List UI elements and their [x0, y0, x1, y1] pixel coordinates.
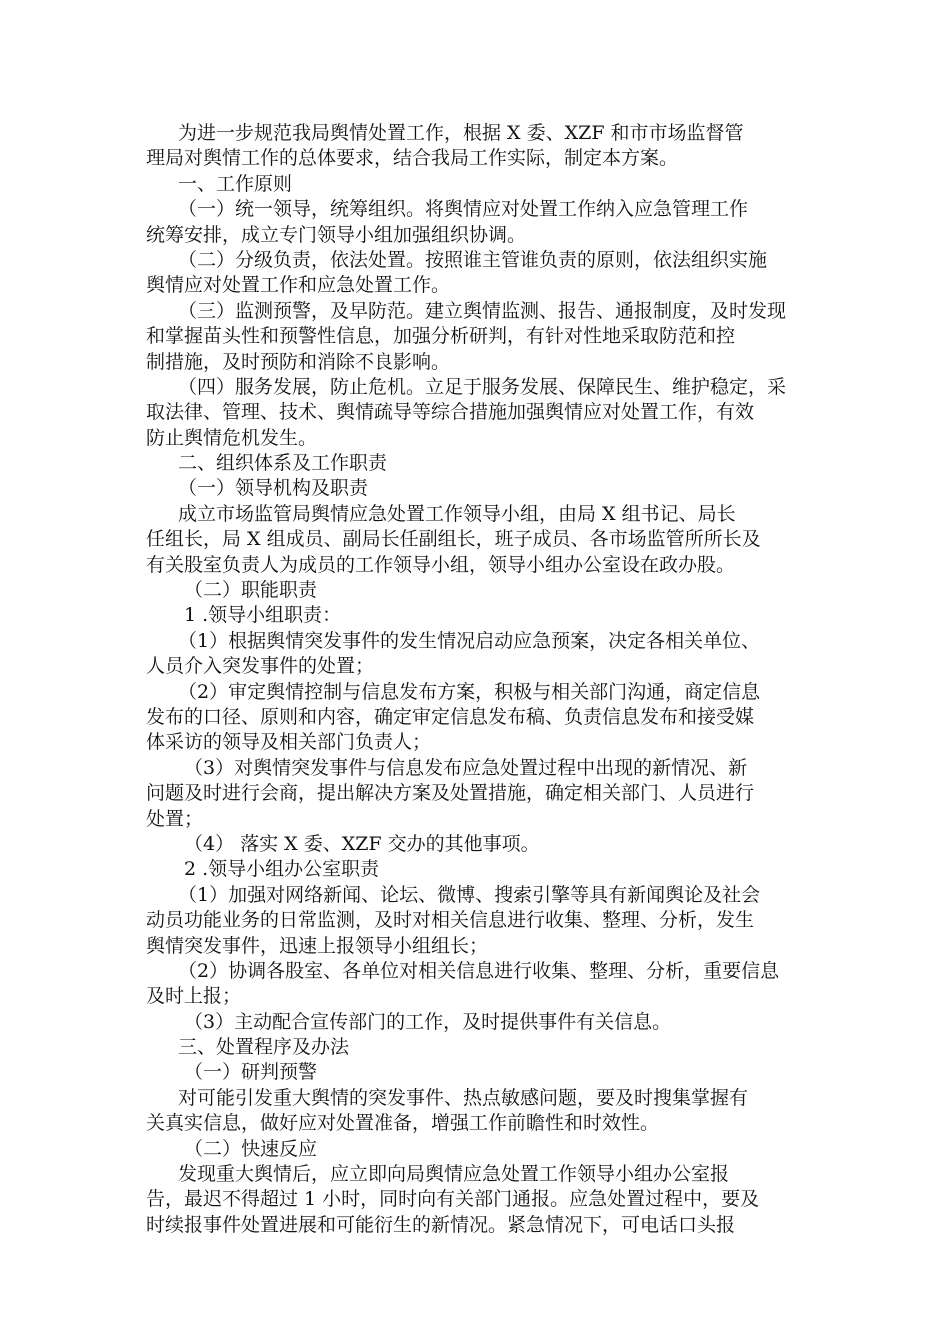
text-line: （2）审定舆情控制与信息发布方案，积极与相关部门沟通，商定信息 — [178, 680, 761, 703]
text-line: 关真实信息，做好应对处置准备，增强工作前瞻性和时效性。 — [146, 1112, 660, 1135]
text-line: （2）协调各股室、各单位对相关信息进行收集、整理、分析，重要信息 — [178, 959, 780, 982]
text-line: （二）分级负责，依法处置。按照谁主管谁负责的原则，依法组织实施 — [178, 248, 768, 271]
text-line: 取法律、管理、技术、舆情疏导等综合措施加强舆情应对处置工作，有效 — [146, 401, 755, 424]
text-line: 处置； — [146, 807, 204, 830]
text-line: （三）监测预警，及早防范。建立舆情监测、报告、通报制度，及时发现 — [178, 299, 787, 322]
text-line: （3）主动配合宣传部门的工作，及时提供事件有关信息。 — [184, 1010, 672, 1033]
text-line: （四）服务发展，防止危机。立足于服务发展、保障民生、维护稳定，采 — [178, 375, 787, 398]
text-line: （1）加强对网络新闻、论坛、微博、搜索引擎等具有新闻舆论及社会 — [178, 883, 761, 906]
text-line: 及时上报； — [146, 985, 242, 1008]
text-line: 统筹安排，成立专门领导小组加强组织协调。 — [146, 223, 527, 246]
text-line: 发布的口径、原则和内容，确定审定信息发布稿、负责信息发布和接受媒 — [146, 705, 755, 728]
text-line: （二）职能职责 — [184, 579, 318, 602]
text-line: 成立市场监管局舆情应急处置工作领导小组，由局 X 组书记、局长 — [178, 502, 736, 525]
text-line: （一）领导机构及职责 — [178, 477, 369, 500]
text-line: 体采访的领导及相关部门负责人； — [146, 731, 432, 754]
text-line: 舆情突发事件，迅速上报领导小组组长； — [146, 934, 489, 957]
text-line: （二）快速反应 — [184, 1137, 318, 1160]
text-line: 一、工作原则 — [178, 172, 293, 195]
text-line: 制措施，及时预防和消除不良影响。 — [146, 350, 451, 373]
text-line: （4） 落实 X 委、XZF 交办的其他事项。 — [184, 832, 540, 855]
text-line: 舆情应对处置工作和应急处置工作。 — [146, 274, 451, 297]
text-line: 时续报事件处置进展和可能衍生的新情况。紧急情况下，可电话口头报 — [146, 1213, 736, 1236]
text-line: （一）研判预警 — [184, 1061, 318, 1084]
text-line: 防止舆情危机发生。 — [146, 426, 318, 449]
text-line: 和掌握苗头性和预警性信息，加强分析研判，有针对性地采取防范和控 — [146, 325, 736, 348]
text-line: （3）对舆情突发事件与信息发布应急处置过程中出现的新情况、新 — [184, 756, 748, 779]
text-line: 对可能引发重大舆情的突发事件、热点敏感问题，要及时搜集掌握有 — [178, 1086, 749, 1109]
text-line: 任组长，局 X 组成员、副局长任副组长，班子成员、各市场监管所所长及 — [146, 528, 761, 551]
text-line: 三、处置程序及办法 — [178, 1036, 350, 1059]
text-line: 动员功能业务的日常监测，及时对相关信息进行收集、整理、分析，发生 — [146, 909, 755, 932]
text-line: 为进一步规范我局舆情处置工作，根据 X 委、XZF 和市市场监督管 — [178, 122, 744, 144]
text-line: 二、组织体系及工作职责 — [178, 452, 388, 475]
text-line: 2 .领导小组办公室职责 — [184, 858, 380, 881]
document-body — [146, 121, 810, 1238]
text-line: （1）根据舆情突发事件的发生情况启动应急预案，决定各相关单位、 — [178, 629, 761, 652]
text-line: 有关股室负责人为成员的工作领导小组，领导小组办公室设在政办股。 — [146, 553, 736, 576]
text-line: 理局对舆情工作的总体要求，结合我局工作实际，制定本方案。 — [146, 147, 679, 170]
text-line: 发现重大舆情后，应立即向局舆情应急处置工作领导小组办公室报 — [178, 1163, 730, 1186]
document-text — [146, 121, 810, 1238]
text-line: 人员介入突发事件的处置； — [146, 655, 375, 678]
text-line: 1 .领导小组职责： — [184, 604, 342, 627]
text-line: （一）统一领导，统筹组织。将舆情应对处置工作纳入应急管理工作 — [178, 198, 749, 221]
text-line: 告，最迟不得超过 1 小时，同时向有关部门通报。应急处置过程中，要及 — [146, 1188, 760, 1211]
text-line: 问题及时进行会商，提出解决方案及处置措施，确定相关部门、人员进行 — [146, 782, 755, 805]
